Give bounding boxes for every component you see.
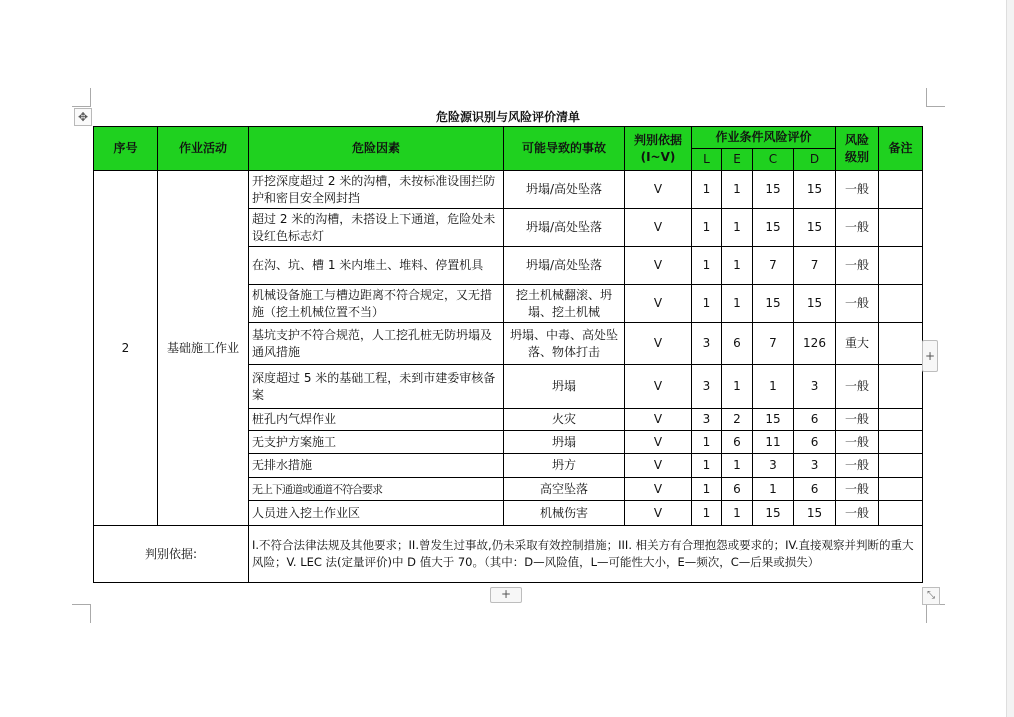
accident-cell: 坍方 [504,454,625,478]
c-cell: 15 [753,501,794,526]
basis-cell: V [625,365,692,409]
d-cell: 15 [794,171,836,209]
footer-row [94,526,923,583]
basis-cell: V [625,409,692,431]
c-cell: 1 [753,478,794,501]
hazard-cell: 人员进入挖土作业区 [249,501,504,526]
d-cell: 6 [794,409,836,431]
remark-cell [879,409,923,431]
accident-cell: 高空坠落 [504,478,625,501]
risk-assessment-table [93,126,923,583]
l-cell: 3 [692,365,722,409]
accident-cell: 坍塌 [504,431,625,454]
basis-cell: V [625,171,692,209]
header-basis [625,127,692,171]
d-cell: 6 [794,478,836,501]
e-cell: 1 [722,209,753,247]
basis-cell: V [625,454,692,478]
accident-cell: 火灾 [504,409,625,431]
group-seq-cell: 2 [94,171,158,526]
basis-cell: V [625,478,692,501]
table-resize-handle-icon[interactable]: ⤡ [922,587,940,605]
l-cell: 3 [692,409,722,431]
hazard-cell: 无支护方案施工 [249,431,504,454]
basis-cell: V [625,501,692,526]
c-cell: 3 [753,454,794,478]
basis-cell: V [625,431,692,454]
table-row [94,171,923,209]
hazard-cell: 无上下通道或通道不符合要求 [249,478,504,501]
level-cell: 一般 [836,171,879,209]
l-cell: 1 [692,285,722,323]
header-c: C [753,149,794,171]
hazard-cell: 机械设备施工与槽边距离不符合规定，又无措施（挖土机械位置不当） [249,285,504,323]
remark-cell [879,501,923,526]
page-corner-mark-top-left [72,88,91,107]
d-cell: 6 [794,431,836,454]
l-cell: 1 [692,431,722,454]
right-scrollbar-gutter [1006,0,1014,717]
level-cell: 一般 [836,478,879,501]
header-activity: 作业活动 [158,127,249,171]
document-title: 危险源识别与风险评价清单 [435,110,580,124]
basis-cell: V [625,285,692,323]
header-d: D [794,149,836,171]
d-cell: 7 [794,247,836,285]
header-seq: 序号 [94,127,158,171]
c-cell: 15 [753,285,794,323]
d-cell: 15 [794,501,836,526]
header-basis-line2: (I~V) [640,149,676,164]
c-cell: 1 [753,365,794,409]
d-cell: 3 [794,454,836,478]
e-cell: 1 [722,501,753,526]
c-cell: 7 [753,323,794,365]
e-cell: 1 [722,247,753,285]
page-corner-mark-bottom-left [72,604,91,623]
d-cell: 15 [794,209,836,247]
c-cell: 15 [753,171,794,209]
level-cell: 一般 [836,247,879,285]
e-cell: 1 [722,365,753,409]
header-l: L [692,149,722,171]
d-cell: 3 [794,365,836,409]
c-cell: 7 [753,247,794,285]
accident-cell: 坍塌/高处坠落 [504,209,625,247]
e-cell: 1 [722,454,753,478]
d-cell: 126 [794,323,836,365]
l-cell: 1 [692,209,722,247]
header-accident: 可能导致的事故 [504,127,625,171]
page-corner-mark-bottom-right [926,604,945,623]
basis-cell: V [625,209,692,247]
footer-text: I.不符合法律法规及其他要求；II.曾发生过事故,仍未采取有效控制措施；III. 相关方有合理抱怨或要求的；IV.直接观察并判断的重大风险；V. LEC 法(定量评价)中 D 值大于 70。（其中：D—风险值，L—可能性大小，E—频次，C—后果或损失） [249,526,923,583]
remark-cell [879,285,923,323]
hazard-cell: 超过 2 米的沟槽，未搭设上下通道，危险处未设红色标志灯 [249,209,504,247]
accident-cell: 坍塌、中毒、高处坠落、物体打击 [504,323,625,365]
remark-cell [879,323,923,365]
basis-cell: V [625,323,692,365]
group-activity-cell: 基础施工作业 [158,171,249,526]
e-cell: 6 [722,431,753,454]
hazard-cell: 在沟、坑、槽 1 米内堆土、堆料、停置机具 [249,247,504,285]
accident-cell: 挖土机械翻滚、坍塌、挖土机械 [504,285,625,323]
add-column-button[interactable]: + [922,340,938,372]
page-corner-mark-top-right [926,88,945,107]
c-cell: 15 [753,209,794,247]
basis-cell: V [625,247,692,285]
table-header-row [94,127,923,149]
l-cell: 1 [692,478,722,501]
l-cell: 3 [692,323,722,365]
remark-cell [879,431,923,454]
footer-label: 判别依据: [94,526,249,583]
accident-cell: 坍塌/高处坠落 [504,247,625,285]
header-level-line2: 级别 [845,149,870,164]
level-cell: 一般 [836,285,879,323]
e-cell: 6 [722,478,753,501]
header-level-line1: 风险 [845,132,870,147]
e-cell: 1 [722,171,753,209]
header-hazard: 危险因素 [249,127,504,171]
table-move-handle-icon[interactable]: ✥ [74,108,92,126]
accident-cell: 坍塌 [504,365,625,409]
remark-cell [879,209,923,247]
header-level [836,127,879,171]
hazard-cell: 基坑支护不符合规范，人工挖孔桩无防坍塌及通风措施 [249,323,504,365]
level-cell: 重大 [836,323,879,365]
accident-cell: 坍塌/高处坠落 [504,171,625,209]
header-remark: 备注 [879,127,923,171]
level-cell: 一般 [836,209,879,247]
l-cell: 1 [692,171,722,209]
remark-cell [879,454,923,478]
header-e: E [722,149,753,171]
level-cell: 一般 [836,431,879,454]
header-lec-group: 作业条件风险评价 [692,127,836,149]
header-basis-line1: 判别依据 [633,132,682,147]
level-cell: 一般 [836,365,879,409]
level-cell: 一般 [836,409,879,431]
level-cell: 一般 [836,501,879,526]
c-cell: 15 [753,409,794,431]
remark-cell [879,478,923,501]
accident-cell: 机械伤害 [504,501,625,526]
l-cell: 1 [692,454,722,478]
d-cell: 15 [794,285,836,323]
e-cell: 2 [722,409,753,431]
hazard-cell: 深度超过 5 米的基础工程，未到市建委审核备案 [249,365,504,409]
e-cell: 1 [722,285,753,323]
remark-cell [879,365,923,409]
c-cell: 11 [753,431,794,454]
l-cell: 1 [692,247,722,285]
e-cell: 6 [722,323,753,365]
level-cell: 一般 [836,454,879,478]
add-row-button[interactable]: + [490,587,522,603]
hazard-cell: 开挖深度超过 2 米的沟槽，未按标准设围拦防护和密目安全网封挡 [249,171,504,209]
remark-cell [879,247,923,285]
hazard-cell: 桩孔内气焊作业 [249,409,504,431]
hazard-cell: 无排水措施 [249,454,504,478]
remark-cell [879,171,923,209]
l-cell: 1 [692,501,722,526]
